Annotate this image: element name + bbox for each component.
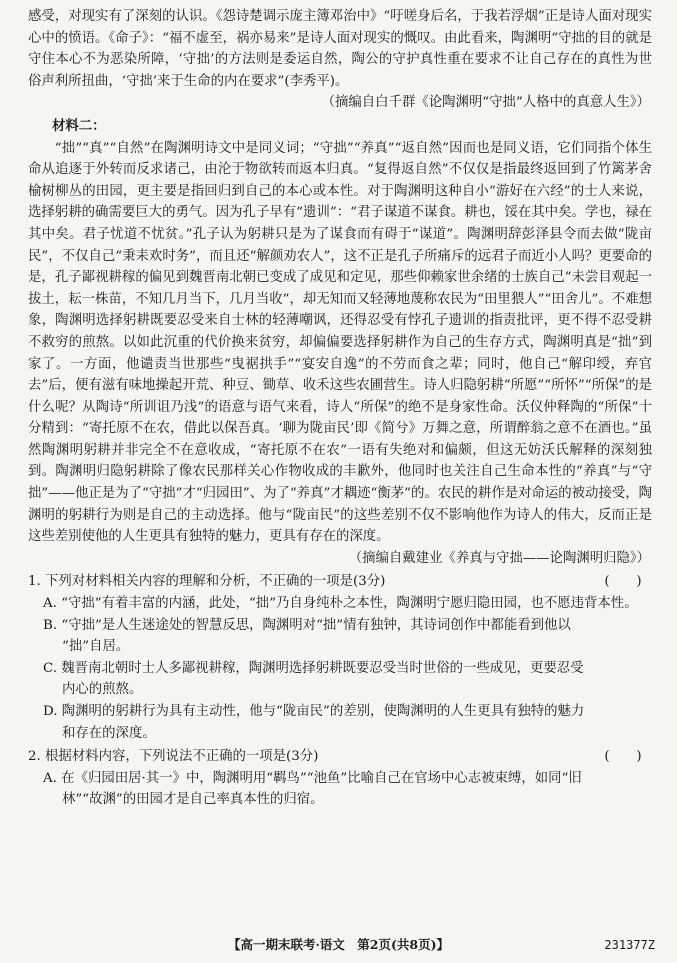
footer-code: 231377Z xyxy=(604,938,655,952)
question-2-stem-row xyxy=(28,746,652,768)
question-1-answer-blank[interactable]: ( ) xyxy=(604,574,642,590)
question-1-stem: 1. 下列对材料相关内容的理解和分析，不正确的一项是(3分) xyxy=(28,574,386,590)
question-1-option-b[interactable]: B. “守拙”是人生迷途处的智慧反思，陶渊明对“拙”情有独钟，其诗词创作中都能看到他以 xyxy=(43,617,571,633)
material-one-tail: 感受，对现实有了深刻的认识。《怨诗楚调示庞主簿邓治中》“吁嗟身后名，于我若浮烟”正是诗人面对现实心中的愤语。《命子》：“福不虚至，祸亦易来”是诗人面对现实的慨叹。由此看来，陶渊明“守拙的目的就是守住本心不为恶染所障，‘守拙’的方法则是委运自然，陶公的守护真性重在要求不让自己存在的真性为世俗声利所扭曲，‘守拙’来于生命的内在要求”(李秀平)。 xyxy=(28,9,652,89)
question-1-option-d[interactable]: D. 陶渊明的躬耕行为具有主动性，他与“陇亩民”的差别，使陶渊明的人生更具有独特的魅力 xyxy=(43,704,585,719)
question-1-option-a[interactable]: A. “守拙”有着丰富的内涵，此处，“拙”乃自身纯朴之本性，陶渊明宁愿归隐田园，也不愿违背本性。 xyxy=(43,596,638,612)
material-one-source: （摘编自白千群《论陶渊明“守拙”人格中的真意人生》） xyxy=(321,95,650,111)
footer-exam-info: 【高一期末联考·语文 第2页(共8页)】 xyxy=(227,937,450,952)
question-2 xyxy=(28,746,652,811)
question-2-option-a[interactable]: A. 在《归园田居·其一》中，陶渊明用“羁鸟”“池鱼”比喻自己在官场中心志被束缚，如同“旧 xyxy=(43,770,582,786)
question-1 xyxy=(28,571,652,744)
page-footer xyxy=(0,935,677,955)
question-1-option-b-cont: “拙”自居。 xyxy=(62,639,130,655)
question-2-option-a-cont: 林”“故渊”的田园才是自己率真本性的归宿。 xyxy=(62,792,324,808)
question-2-stem: 2. 根据材料内容，下列说法不正确的一项是(3分) xyxy=(28,749,319,765)
material-two-source: （摘编自戴建业《养真与守拙——论陶渊明归隐》） xyxy=(348,550,650,566)
question-1-option-c[interactable]: C. 魏晋南北朝时士人多鄙视耕稼，陶渊明选择躬耕既要忍受当时世俗的一些成见，更要忍受 xyxy=(43,660,584,676)
question-1-option-d-cont: 和存在的深度。 xyxy=(62,725,156,741)
question-1-option-c-cont: 内心的煎熬。 xyxy=(62,682,143,698)
question-2-answer-blank[interactable]: ( ) xyxy=(604,749,642,765)
page-content xyxy=(28,6,652,811)
question-1-stem-row xyxy=(28,571,652,593)
material-two-paragraph: “拙”“真”“自然”在陶渊明诗文中是同义词；“守拙”“养真”“返自然”因而也是同义语，它们同指个体生命从追逐于外转而反求诸己，由沦于物欲转而返本归真。“复得返自然”不仅仅是指最终返回到了竹篱茅舍榆树柳丛的田园，更主要是指回归到自己的本心或本性。对于陶渊明这种自小“游好在六经”的士人来说，选择躬耕的确需要巨大的勇气。因为孔子早有“遗训”：“君子谋道不谋食。耕也，馁在其中矣。学也，禄在其中矣。君子忧道不忧贫。”孔子认为躬耕只是为了谋食而有碍于“谋道”。陶渊明辞彭泽县令而去做“陇亩民”，不仅自己“秉耒欢时务”，而且还“解颜劝农人”，这不正是孔子所痛斥的远君子而近小人吗？更要命的是，孔子鄙视耕稼的偏见到魏晋南北朝已变成了成见和定见，那些仰赖家世余绪的士族自己“未尝目观起一拔土，耘一株苗，不知几月当下，几月当收”，却无知而又轻薄地蔑称农民为“田里猥人”“田舍儿”。不难想象，陶渊明选择躬耕既要忍受来自士林的轻薄嘲讽，还得忍受有悖孔子遗训的指责批评，更不得不忍受耕不救穷的煎熬。以如此沉重的代价换来贫穷，却偏偏要选择躬耕作为自己的生存方式，陶渊明真是“拙”到家了。一方面，他谴责当世那些“曳裾拱手”“宴安自逸”的不劳而食之辈；同时，他自己“解印绶，弃官去”后，便有滋有味地操起开荒、种豆、锄草、收禾这些农圃营生。诗人归隐躬耕“所愿”“所怀”“所保”的是什么呢？从陶诗“所训诅乃浅”的语意与语气来看，诗人“所保”的绝不是身家性命。沃仪仲释陶的“所保”十分精到：“寄托原不在农，借此以保吾真。‘聊为陇亩民’即《简兮》万舞之意，所谓醉翁之意不在酒也。”虽然陶渊明躬耕并非完全不在意收成，“寄托原不在农”一语有失绝对和偏颇，但这无妨沃氏解释的深刻独到。陶渊明归隐躬耕除了像农民那样关心作物收成的丰歉外，他同时也关注自己生命本性的“养真”与“守拙”——他正是为了“守拙”才“归园田”、为了“养真”才耦迹“衡茅”的。农民的耕作是对命运的被动接受，陶渊明的躬耕行为则是自己的主动选择。他与“陇亩民”的这些差别不仅不影响他作为诗人的伟大，反而正是这些差别使他的人生更具有独特的魅力，更具有存在的深度。 xyxy=(28,140,653,545)
material-two-heading: 材料二： xyxy=(52,117,106,134)
